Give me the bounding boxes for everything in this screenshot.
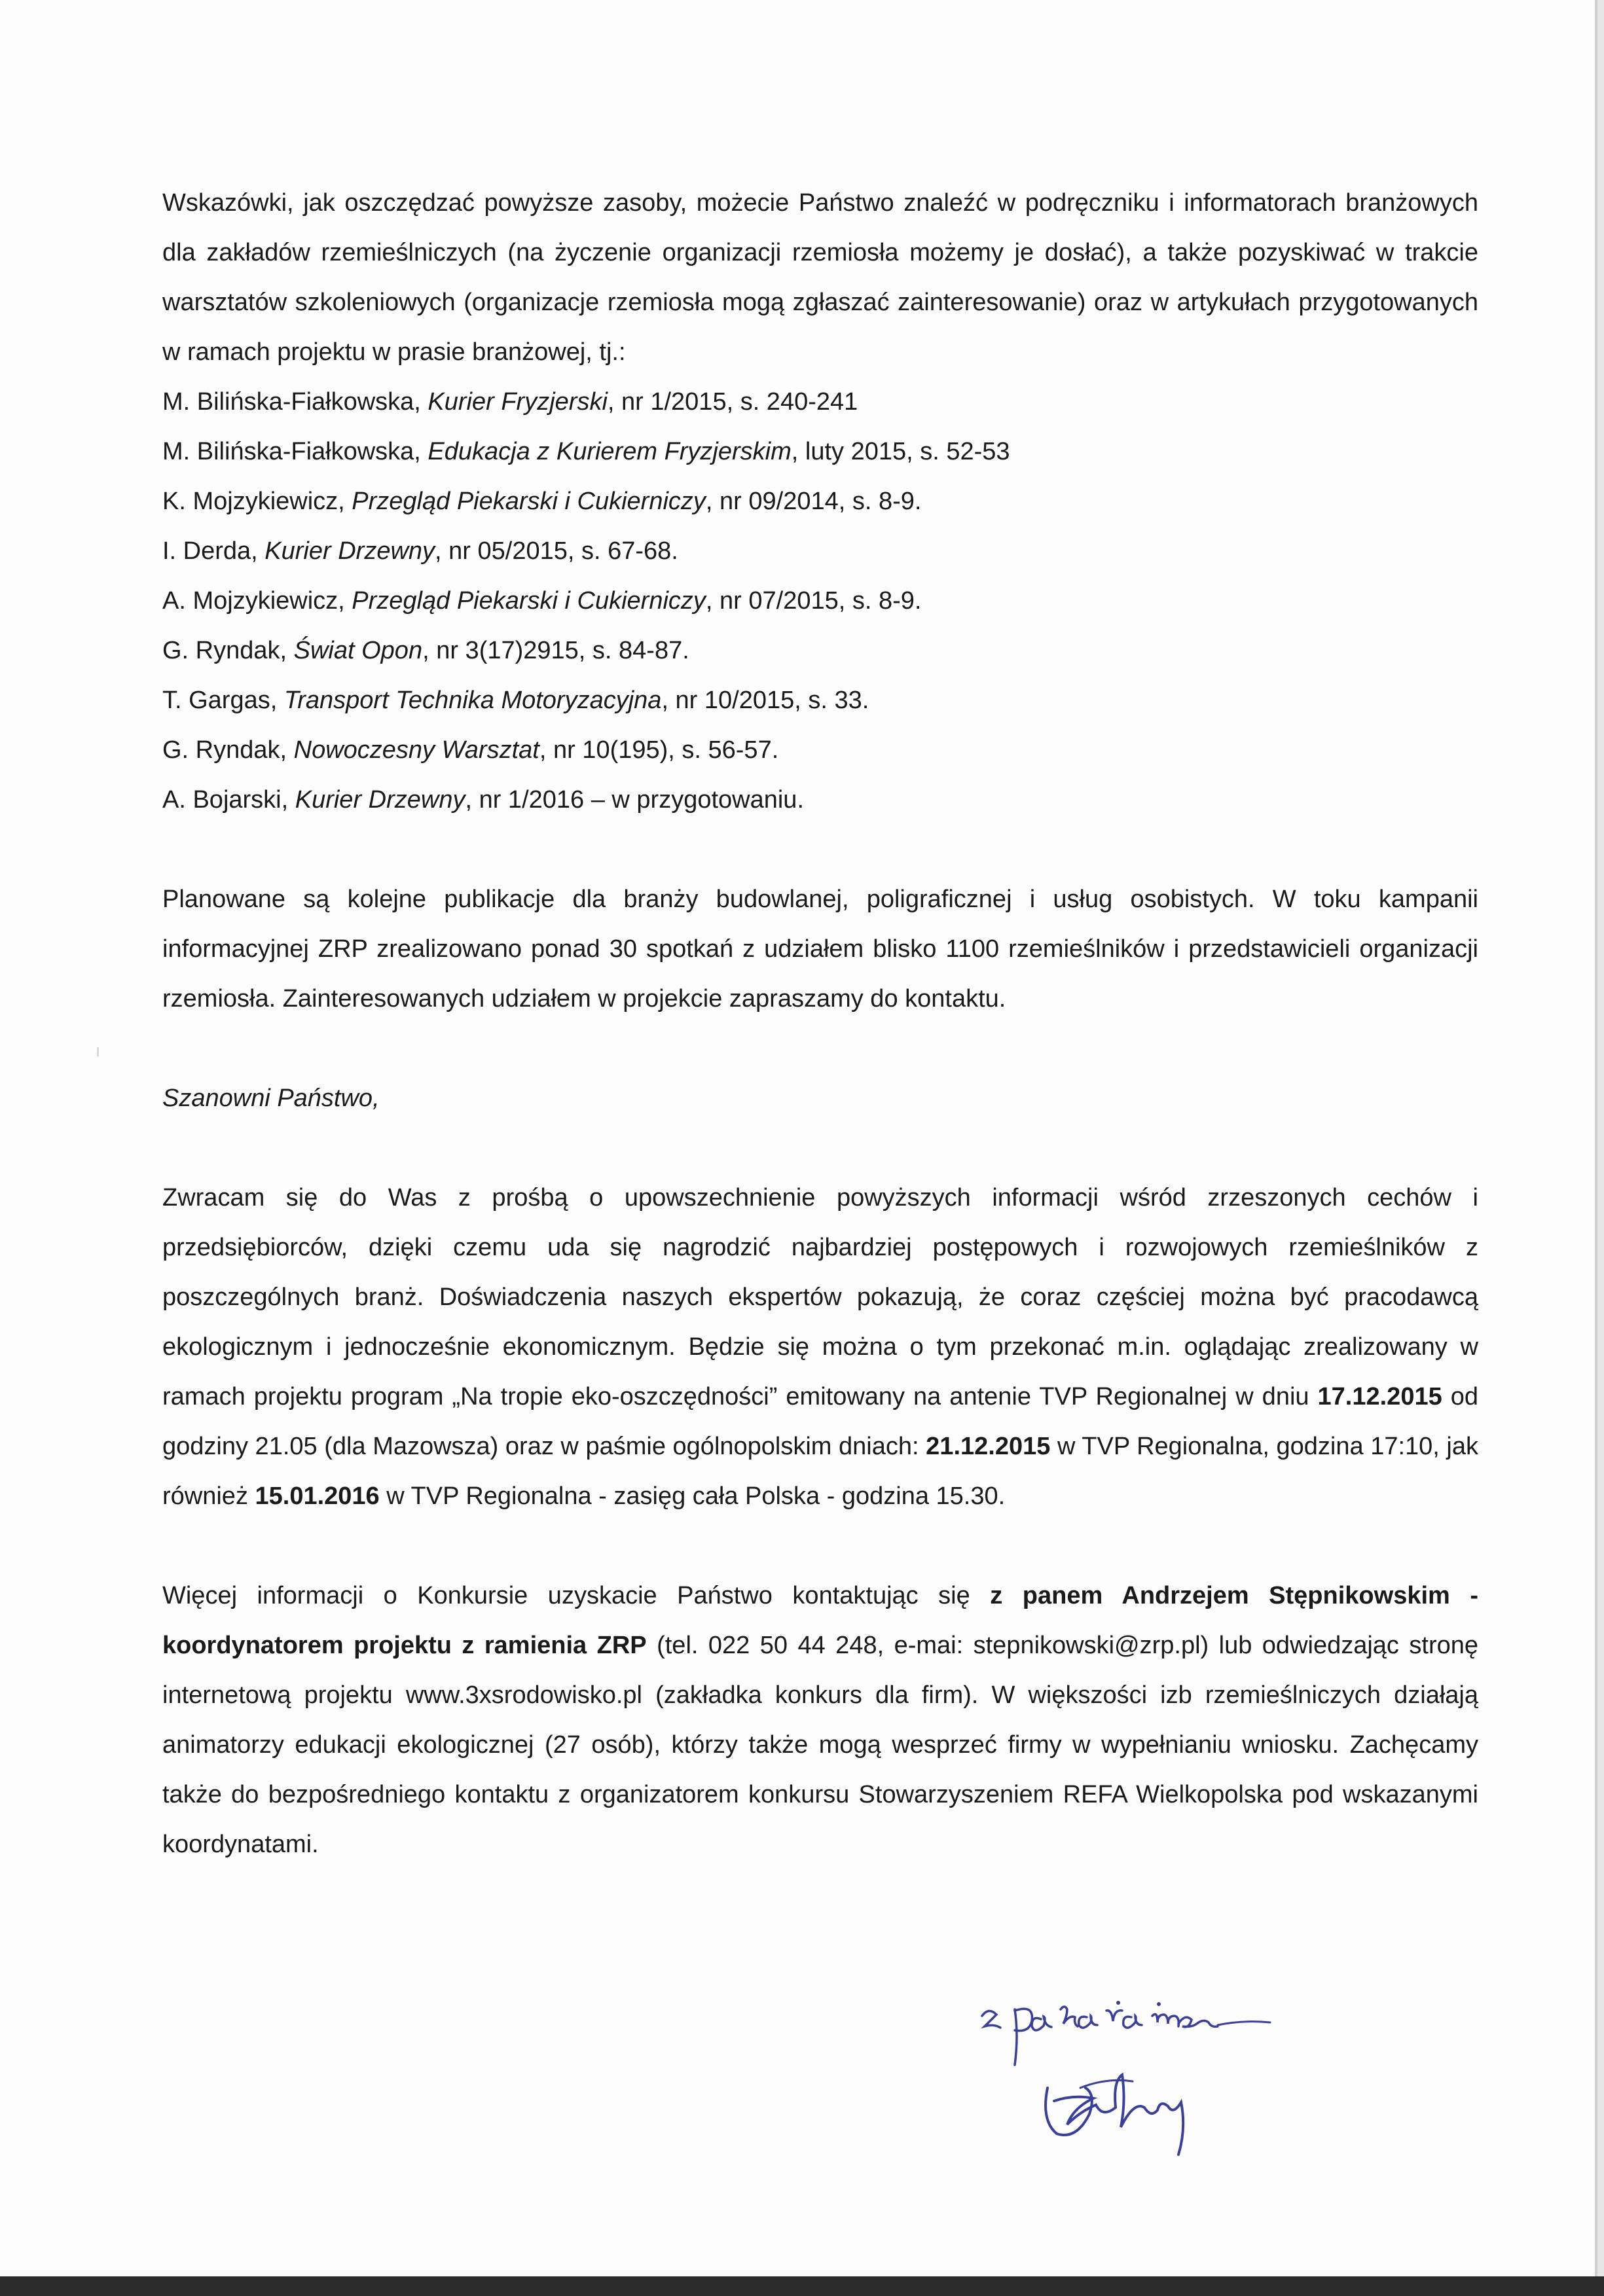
- scan-mark: [97, 1047, 99, 1056]
- reference-item: G. Ryndak, Nowoczesny Warsztat, nr 10(195), s. 56-57.: [162, 736, 779, 764]
- intro-paragraph: Wskazówki, jak oszczędzać powyższe zasoby, możecie Państwo znaleźć w podręczniku i informatorach branżowych dla zakładów rzemieślniczych (na życzenie organizacji rzemiosła możemy je dosłać), a także pozyskiwać w trakcie warsztatów szkoleniowych (organizacje rzemiosła mogą zgłaszać zainteresowanie) oraz w artykułach przygotowanych w ramach projektu w prasie branżowej, tj.:: [162, 189, 1478, 366]
- reference-item: M. Bilińska-Fiałkowska, Edukacja z Kurierem Fryzjerskim, luty 2015, s. 52-53: [162, 438, 1010, 465]
- reference-item: T. Gargas, Transport Technika Motoryzacyjna, nr 10/2015, s. 33.: [162, 687, 869, 714]
- coordinator-name: z panem Andrzejem Stępnikowskim - koordynatorem projektu z ramienia ZRP: [162, 1582, 1478, 1659]
- spacer: [162, 1123, 1478, 1173]
- reference-list: [162, 377, 1478, 825]
- salutation: Szanowni Państwo,: [162, 1085, 380, 1112]
- tv-date: 15.01.2016: [255, 1482, 380, 1510]
- reference-item: I. Derda, Kurier Drzewny, nr 05/2015, s. 67-68.: [162, 537, 678, 565]
- appeal-paragraph: Zwracam się do Was z prośbą o upowszechnienie powyższych informacji wśród zrzeszonych cechów i przedsiębiorców, dzięki czemu uda się nagrodzić najbardziej postępowych i rozwojowych rzemieślników z poszczególnych branż. Doświadczenia naszych ekspertów pokazują, że coraz częściej można być pracodawcą ekologicznym i jednocześnie ekonomicznym. Będzie się można o tym przekonać m.in. oglądając zrealizowany w ramach projektu program „Na tropie eko-oszczędności” emitowany na antenie TVP Regionalnej w dniu 17.12.2015 od godziny 21.05 (dla Mazowsza) oraz w paśmie ogólnopolskim dniach: 21.12.2015 w TVP Regionalna, godzina 17:10, jak również 15.01.2016 w TVP Regionalna - zasięg cała Polska - godzina 15.30.: [162, 1184, 1478, 1510]
- spacer: [162, 825, 1478, 874]
- spacer: [162, 1024, 1478, 1073]
- planned-publications-paragraph: Planowane są kolejne publikacje dla branży budowlanej, poligraficznej i usług osobistych. W toku kampanii informacyjnej ZRP zrealizowano ponad 30 spotkań z udziałem blisko 1100 rzemieślników i przedstawicieli organizacji rzemiosła. Zainteresowanych udziałem w projekcie zapraszamy do kontaktu.: [162, 886, 1478, 1013]
- contact-paragraph: Więcej informacji o Konkursie uzyskacie Państwo kontaktując się z panem Andrzejem Stępnikowskim - koordynatorem projektu z ramienia ZRP (tel. 022 50 44 248, e-mai: stepnikowski@zrp.pl) lub odwiedzając stronę internetową projektu www.3xsrodowisko.pl (zakładka konkurs dla firm). W większości izb rzemieślniczych działają animatorzy edukacji ekologicznej (27 osób), którzy także mogą wesprzeć firmy w wypełnianiu wniosku. Zachęcamy także do bezpośredniego kontaktu z organizatorem konkursu Stowarzyszeniem REFA Wielkopolska pod wskazanymi koordynatami.: [162, 1582, 1478, 1858]
- reference-item: G. Ryndak, Świat Opon, nr 3(17)2915, s. 84-87.: [162, 637, 689, 664]
- tv-date: 21.12.2015: [926, 1433, 1051, 1460]
- letter-body: [162, 178, 1478, 1869]
- spacer: [162, 1521, 1478, 1571]
- tv-date: 17.12.2015: [1317, 1383, 1442, 1410]
- scan-bottom-edge: [0, 2276, 1604, 2296]
- handwritten-signature: [969, 1970, 1375, 2179]
- reference-item: A. Mojzykiewicz, Przegląd Piekarski i Cukierniczy, nr 07/2015, s. 8-9.: [162, 587, 922, 615]
- reference-item: A. Bojarski, Kurier Drzewny, nr 1/2016 – w przygotowaniu.: [162, 786, 804, 814]
- reference-item: K. Mojzykiewicz, Przegląd Piekarski i Cukierniczy, nr 09/2014, s. 8-9.: [162, 488, 922, 515]
- reference-item: M. Bilińska-Fiałkowska, Kurier Fryzjerski, nr 1/2015, s. 240-241: [162, 388, 858, 416]
- signature-drawing: [969, 1970, 1375, 2179]
